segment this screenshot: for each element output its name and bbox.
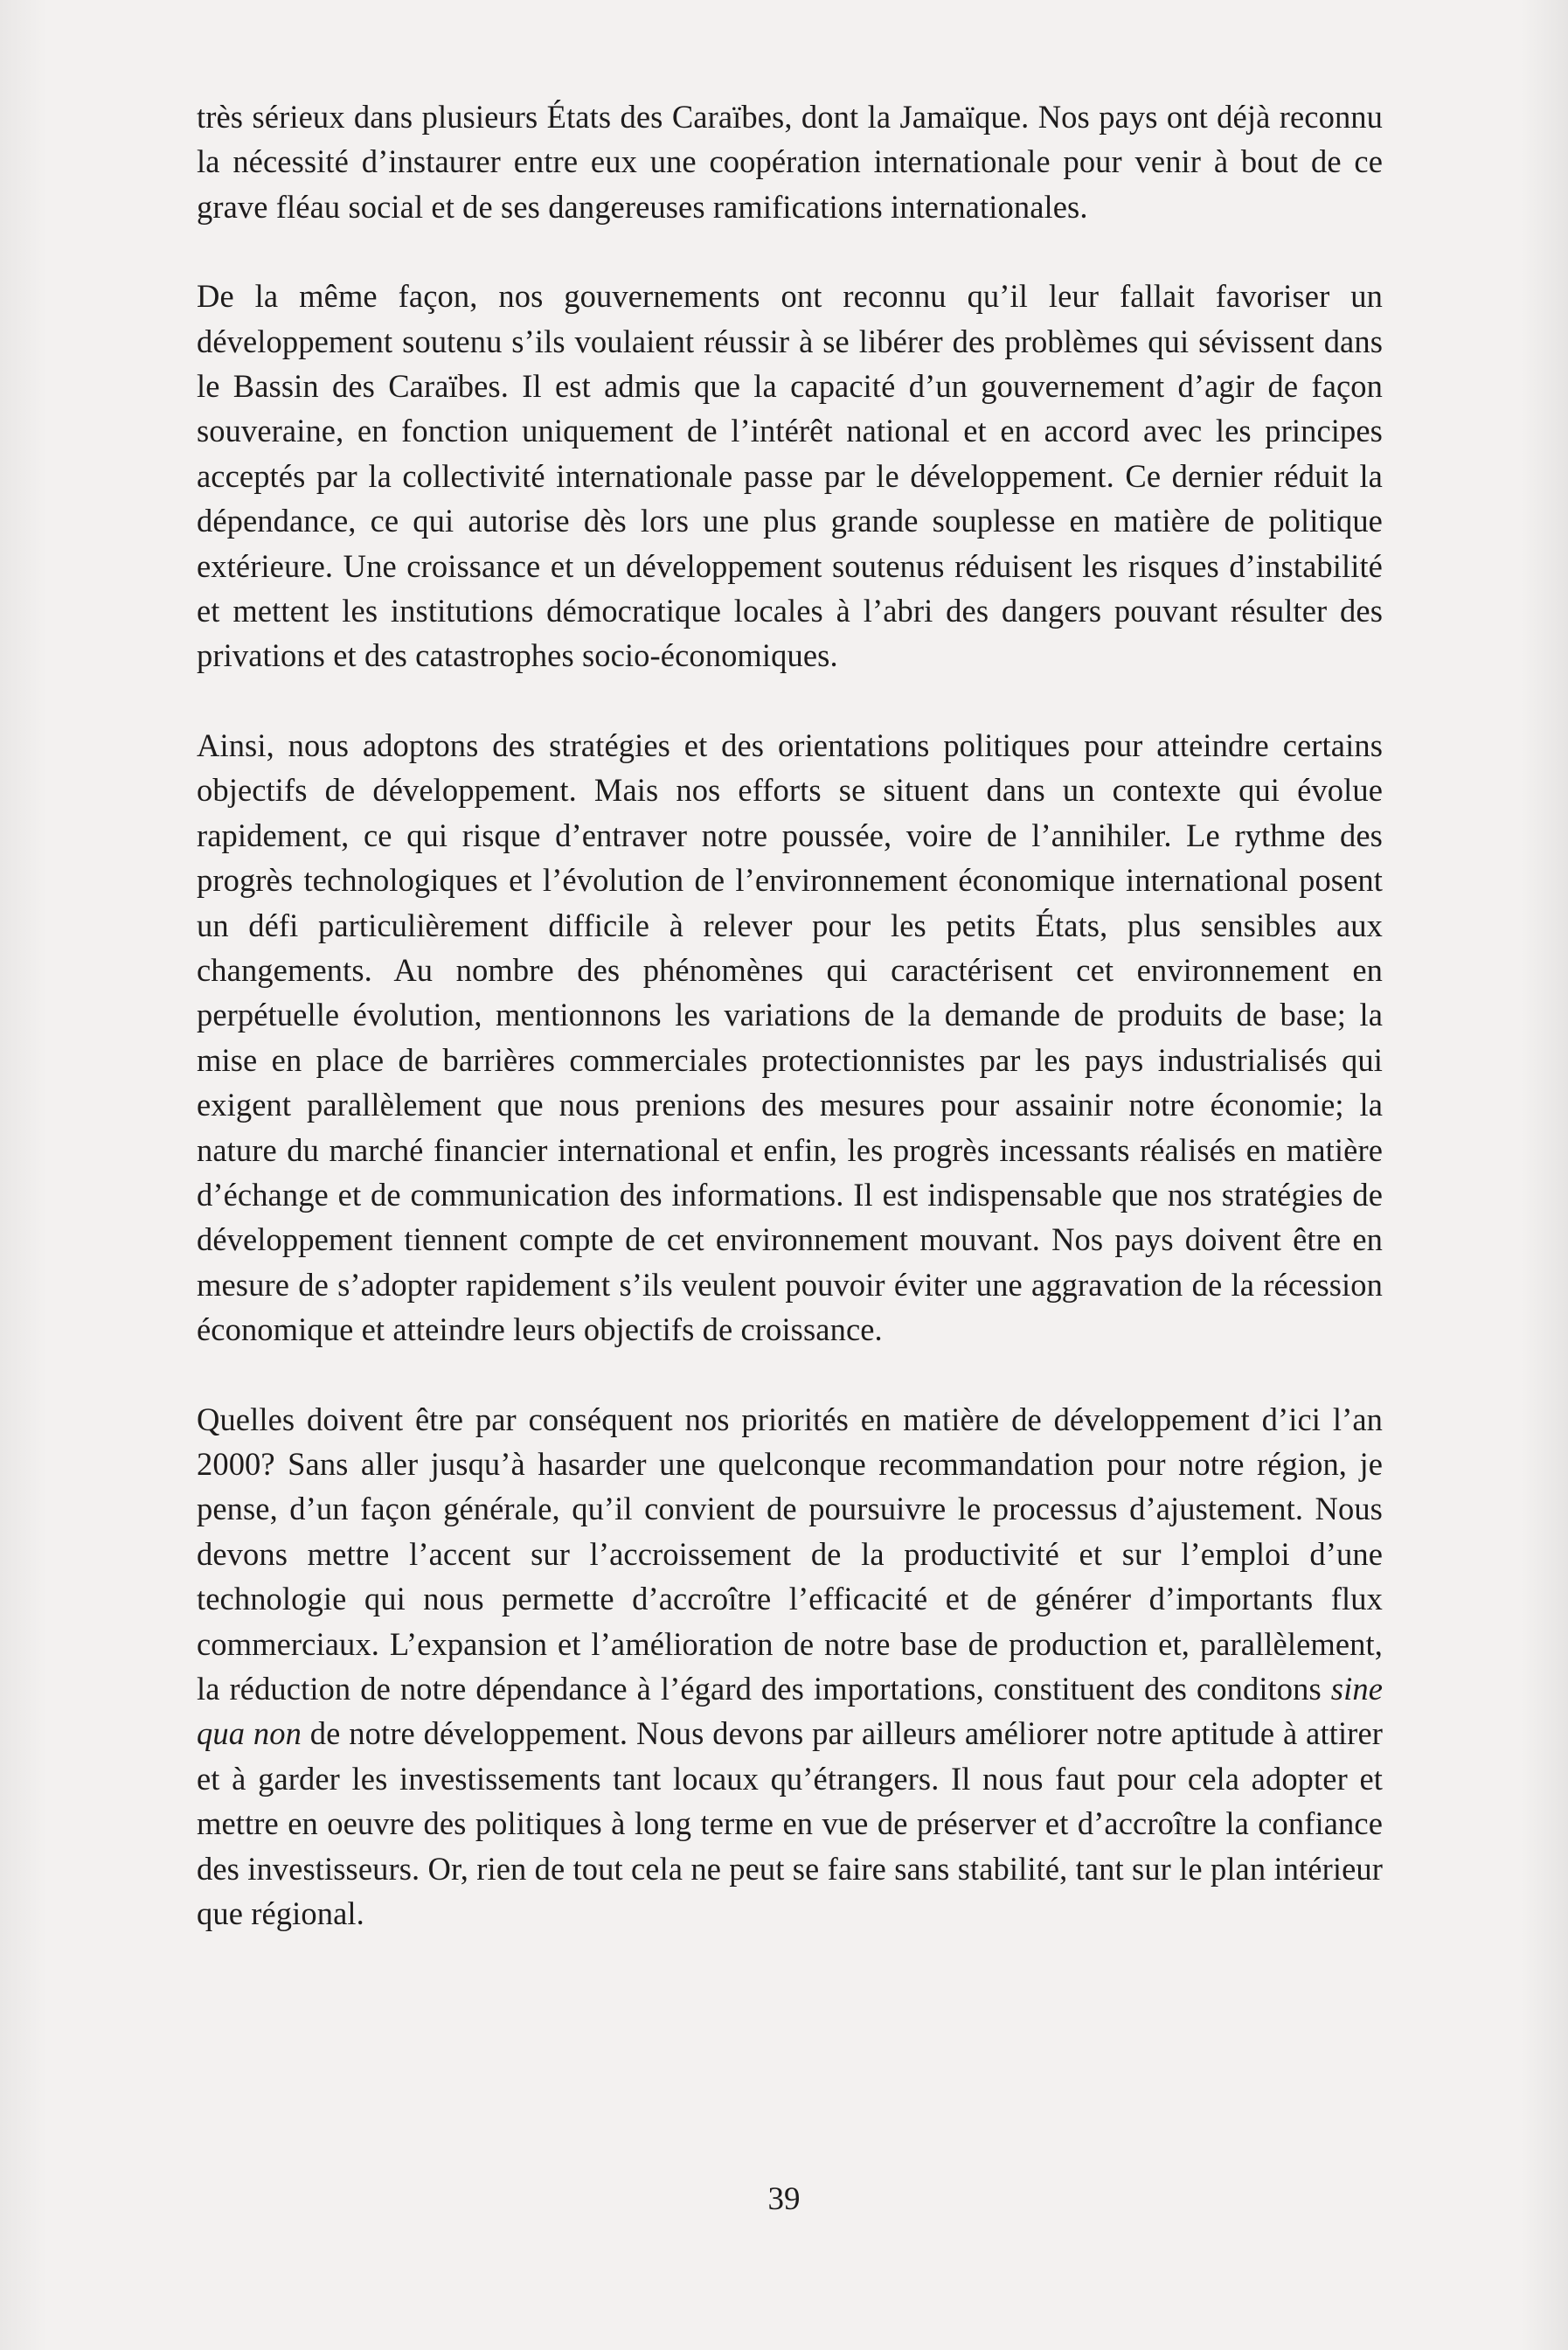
- paragraph-1: [197, 94, 1383, 229]
- body-text: [197, 94, 1383, 1936]
- paragraph-3-text: Ainsi, nous adoptons des stratégies et des orientations politiques pour atteindre certains objectifs de développement. Mais nos efforts se situent dans un contexte qui évolue rapidement, ce qui risque d’entraver notre poussée, voire de l’annihiler. Le rythme des progrès technologiques et l’évolution de l’environnement économique international posent un défi particulièrement difficile à relever pour les petits États, plus sensibles aux changements. Au nombre des phénomènes qui caractérisent cet environnement en perpétuelle évolution, mentionnons les variations de la demande de produits de base; la mise en place de barrières commerciales protectionnistes par les pays industrialisés qui exigent parallèlement que nous prenions des mesures pour assainir notre économie; la nature du marché financier international et enfin, les progrès incessants réalisés en matière d’échange et de communication des informations. Il est indispensable que nos stratégies de développement tiennent compte de cet environnement mouvant. Nos pays doivent être en mesure de s’adopter rapidement s’ils veulent pouvoir éviter une aggravation de la récession économique et atteindre leurs objectifs de croissance.: [197, 727, 1383, 1348]
- paragraph-2-text: De la même façon, nos gouvernements ont reconnu qu’il leur fallait favoriser un développement soutenu s’ils voulaient réussir à se libérer des problèmes qui sévissent dans le Bassin des Caraïbes. Il est admis que la capacité d’un gouvernement d’agir de façon souveraine, en fonction uniquement de l’intérêt national et en accord avec les principes acceptés par la collectivité internationale passe par le développement. Ce dernier réduit la dépendance, ce qui autorise dès lors une plus grande souplesse en matière de politique extérieure. Une croissance et un développement soutenus réduisent les risques d’instabilité et mettent les institutions démocratique locales à l’abri des dangers pouvant résulter des privations et des catastrophes socio-économiques.: [197, 278, 1383, 674]
- page-number: 39: [767, 2181, 801, 2217]
- paragraph-4-text-start: Quelles doivent être par conséquent nos priorités en matière de développement d’ici l’an 2000? Sans aller jusqu’à hasarder une quelconque recommandation pour notre région, je pense, d’un façon générale, qu’il convient de poursuivre le processus d’ajustement. Nous devons mettre l’accent sur l’accroissement de la productivité et sur l’emploi d’une technologie qui nous permette d’accroître l’efficacité et de générer d’importants flux commerciaux. L’expansion et l’amélioration de notre base de production et, parallèlement, la réduction de notre dépendance à l’égard des importations, constituent des conditons: [197, 1401, 1383, 1707]
- paragraph-1-text: très sérieux dans plusieurs États des Caraïbes, dont la Jamaïque. Nos pays ont déjà reconnu la nécessité d’instaurer entre eux une coopération internationale pour venir à bout de ce grave fléau social et de ses dangereuses ramifications internationales.: [197, 99, 1383, 225]
- paragraph-4-text-end: de notre développement. Nous devons par ailleurs améliorer notre aptitude à attirer et à garder les investissements tant locaux qu’étrangers. Il nous faut pour cela adopter et mettre en oeuvre des politiques à long terme en vue de préserver et d’accroître la confiance des investisseurs. Or, rien de tout cela ne peut se faire sans stabilité, tant sur le plan intérieur que régional.: [197, 1715, 1383, 1932]
- paragraph-4-italic-phrase: sine qua non: [197, 1671, 1383, 1752]
- paragraph-3: [197, 723, 1383, 1352]
- paragraph-2: [197, 274, 1383, 678]
- paragraph-4: [197, 1397, 1383, 1936]
